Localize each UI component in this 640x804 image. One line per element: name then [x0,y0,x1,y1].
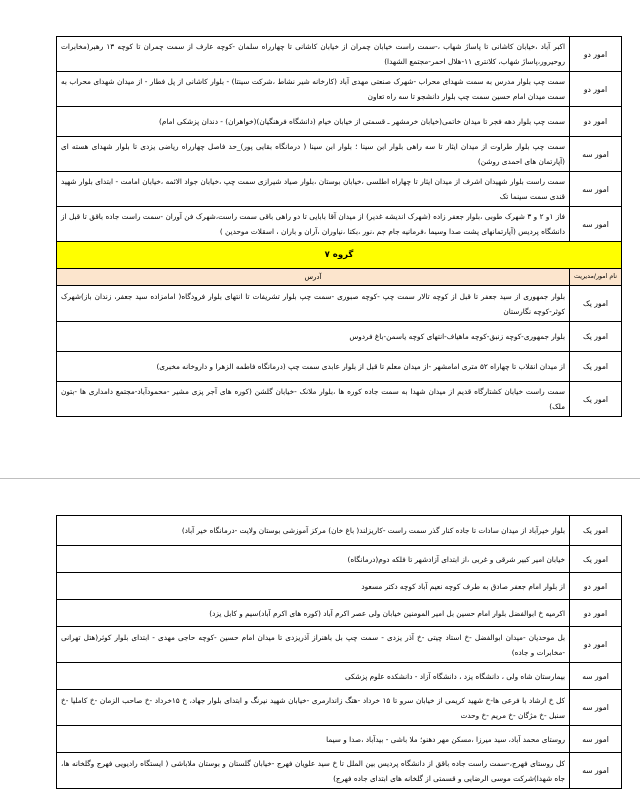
address-cell: کل روستای فهرج،-سمت راست جاده باقق از دانشگاه پردیس بین الملل تا خ سید علویان فهرج -خیابان گلستان و بوستان ملاباشی ( ایستگاه رادیویی فهرج وگلخانه ها، جاه شهدا)شرکت موسی الرضایی و قسمتی از گلخانه های ابتدای جاده فهرج) [57,753,570,789]
table-row [57,382,622,417]
outage-table-bottom [56,515,622,789]
region-cell: امور دو [570,573,622,600]
region-cell: امور یک [570,382,622,417]
address-cell: از بلوار امام جعفر صادق به طرف کوچه نعیم آباد کوچه دکتر مسعود [57,573,570,600]
table-row [57,663,622,690]
table-row [57,690,622,726]
address-cell: بل موحدیان -میدان ابوالفضل -خ استاد چیتی -خ آذر یزدی - سمت چپ بل باهنراز آذریزدی تا میدان امام حسین -کوچه حاجی مهدی - ابتدای بلوار کوثر(هتل تهرانی -مخابرات و جاده) [57,627,570,663]
table-row [57,516,622,546]
address-cell: سمت چپ بلوار طراوت از میدان ایثار تا سه راهی بلوار ابن سینا ؛ بلوار ابن سینا ( درمانگاه بقایی پور)_حد فاصل چهارراه ریاضی یزدی تا بلوار شهدای هسته ای (آپارتمان های احمدی روشن) [57,137,570,172]
table-row [57,573,622,600]
region-cell: امور دو [570,72,622,107]
column-header-address: آدرس [57,269,570,286]
region-cell: امور دو [570,107,622,137]
group-header-row [57,242,622,269]
address-cell: اکرمیه خ ابوالفضل بلوار امام حسین بل امیر المومنین خیابان ولی عصر اکرم آباد (کوره های اکرم آباد)سیم و کابل یزد) [57,600,570,627]
column-header-region: نام امور/مدیریت [570,269,622,286]
address-cell: بلوار جمهوری-کوچه زنبق-کوچه ماهیاف-انتهای کوچه یاسمن-باغ فردوس [57,322,570,352]
region-cell: امور سه [570,207,622,242]
address-cell: بلوار خیرآباد از میدان سادات تا جاده کنار گذر سمت راست -کاریزلند( باغ خان) مرکز آموزشی بوستان ولایت -درمانگاه خیر آباد) [57,516,570,546]
table-row [57,286,622,322]
region-cell: امور یک [570,516,622,546]
region-cell: امور یک [570,322,622,352]
table-row [57,107,622,137]
region-cell: امور دو [570,627,622,663]
table-row [57,172,622,207]
schedule-sheet-top [56,36,622,417]
address-cell: بیمارستان شاه ولی ، دانشگاه یزد ، دانشگاه آزاد - دانشکده علوم پزشکی [57,663,570,690]
address-cell: خیابان امیر کبیر شرقی و غربی ،از ابتدای آزادشهر تا فلکه دوم(درمانگاه) [57,546,570,573]
table-row [57,600,622,627]
table-row [57,37,622,72]
region-cell: امور یک [570,286,622,322]
address-cell: از میدان انقلاب تا چهاراه ۵۲ متری امامشهر -از میدان معلم تا قبل از بلوار عابدی سمت چپ (درمانگاه فاطمه الزهرا و داروخانه مخبری) [57,352,570,382]
table-row [57,753,622,789]
outage-table-top [56,36,622,417]
region-cell: امور سه [570,753,622,789]
region-cell: امور سه [570,172,622,207]
region-cell: امور سه [570,663,622,690]
table-row [57,322,622,352]
address-cell: کل خ ارشاد با فرعی ها-خ شهید کریمی از خیابان سرو تا ۱۵ خرداد -هتگ زاندارمری -خیابان شهید نیرنگ و ابتدای بلوار جهاد، خ ۱۵خرداد -خ صاحب الزمان -خ کاملیا -خ سنبل -خ مژگان -خ مریم -خ وحدت [57,690,570,726]
table-row [57,352,622,382]
table-row [57,72,622,107]
address-cell: اکبر آباد ،خیابان کاشانی تا پاساژ شهاب ،-سمت راست خیابان چمران از خیابان کاشانی تا چهارراه سلمان -کوچه عارف از سمت چمران تا کوچه ۱۳ رهبر(مخابرات روحیرور،پاساژ شهاب، کلانتری ۱۱-هلال احمر-مجتمع الشهدا) [57,37,570,72]
address-cell: فاز ۱و ۲ و ۳ شهرک طوبی ،بلوار جعفر زاده (شهرک اندیشه غدیر) از میدان آقا بابایی تا دو راهی باقی سمت راست،شهرک فن آوران -سمت راست جاده باقق تا قبل از دانشگاه پردیس (آپارتمانهای پشت صدا وسیما ،فرمانیه جام جم ،نور ،بکتا ،نیاوران ،آران و باران ، اسقلات موحدین ) [57,207,570,242]
region-cell: امور دو [570,600,622,627]
table-row [57,627,622,663]
region-cell: امور دو [570,37,622,72]
region-cell: امور سه [570,137,622,172]
address-cell: سمت چپ بلوار مدرس به سمت شهدای محراب -شهرک صنعتی مهدی آباد (کارخانه شیر نشاط ،شرکت سینتا) - بلوار کاشانی از پل فطار - از میدان شهدای محراب به سمت میدان امام حسین سمت چپ بلوار دانشجو تا سه راه تعاون [57,72,570,107]
page-gap [0,479,640,515]
region-cell: امور سه [570,726,622,753]
table-row [57,726,622,753]
group-title: گروه ۷ [57,242,622,269]
address-cell: روستای محمد آباد، سید میرزا ،مسکن مهر دهنو؛ ملا باشی - بیدآباد ،صدا و سیما [57,726,570,753]
table-row [57,546,622,573]
address-cell: بلوار جمهوری از سید جعفر تا قبل از کوچه تالار سمت چپ -کوچه صبوری -سمت چپ بلوار تشریفات تا انتهای بلوار فرودگاه( امامزاده سید جعفر، زندان باز)شهرک کوثر-کوچه نگارستان [57,286,570,322]
table-row [57,207,622,242]
address-cell: سمت راست بلوار شهیدان اشرف از میدان ایثار تا چهاراه اطلسی ،خیابان بوستان ،بلوار صیاد شیرازی سمت چپ ،خیابان جواد الائمه ،خیابان امامت - ابتدای بلوار شهید قندی سمت سینما تک [57,172,570,207]
address-cell: سمت چپ بلوار دهه فجر تا میدان خاتمی(خیابان خرمشهر ـ قسمتی از خیابان خیام (دانشگاه فرهنگیان)(خواهران) - دندان پزشکی امام) [57,107,570,137]
region-cell: امور یک [570,352,622,382]
column-header-row [57,269,622,286]
region-cell: امور یک [570,546,622,573]
schedule-sheet-bottom [56,515,622,789]
address-cell: سمت راست خیابان کشتارگاه قدیم از میدان شهدا به سمت جاده کوره ها ،بلوار ملانک -خیابان گلشن (کوره های آجر پزی مشیر -محمودآباد-مجتمع دامداری ها -بتون ملک) [57,382,570,417]
region-cell: امور سه [570,690,622,726]
table-row [57,137,622,172]
